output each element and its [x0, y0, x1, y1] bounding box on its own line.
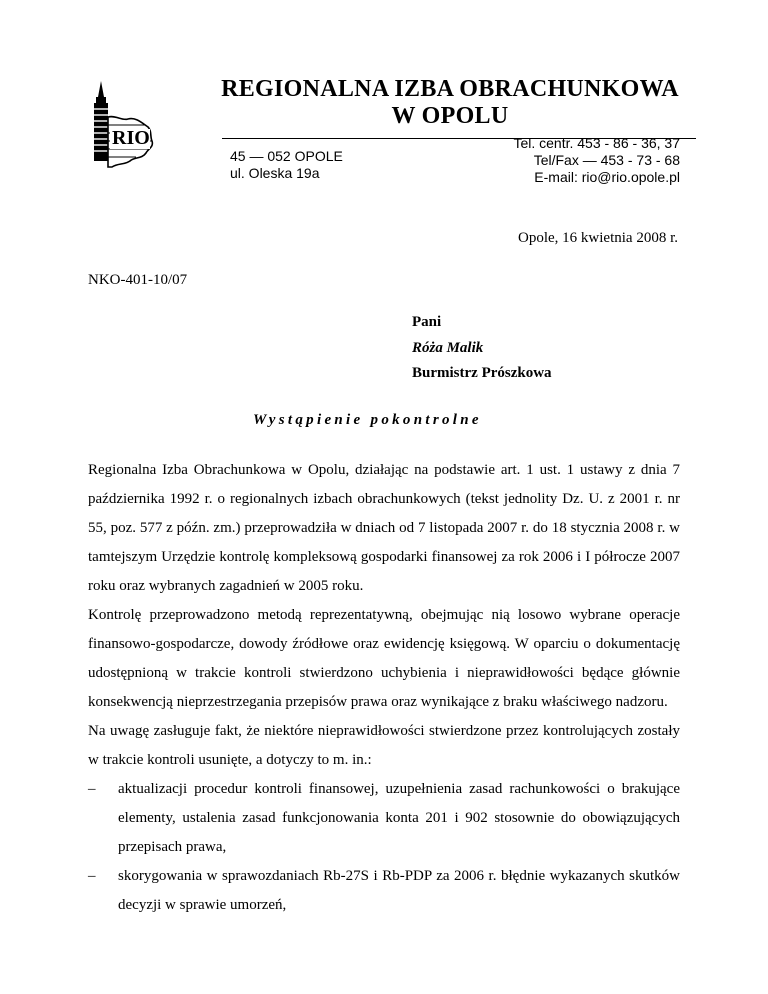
list-item [88, 775, 680, 862]
letter-date: Opole, 16 kwietnia 2008 r. [518, 230, 678, 246]
address-line-postcode: 45 — 052 OPOLE [230, 148, 343, 164]
contact-email[interactable]: E-mail: rio@rio.opole.pl [534, 169, 680, 185]
contact-fax: Tel/Fax — 453 - 73 - 68 [533, 152, 680, 168]
paragraph: Kontrolę przeprowadzono metodą reprezentatywną, obejmując nią losowo wybrane operacje finansowo-gospodarcze, dowody źródłowe oraz ewidencję księgową. W oparciu o dokumentację udostępnioną w trakcie kontroli stwierdzono uchybienia i nieprawidłowości będące głównie konsekwencją nieprzestrzegania przepisów prawa oraz wynikające z braku właściwego nadzoru. [88, 607, 680, 710]
rio-emblem-icon [86, 75, 166, 175]
rio-logo [86, 75, 166, 175]
bullet-dash: – [88, 868, 96, 884]
bullet-dash: – [88, 781, 96, 797]
recipient-name: Róża Malik [412, 340, 484, 356]
list-item [88, 862, 680, 920]
postal-address [230, 148, 343, 182]
recipient-salutation: Pani [412, 314, 442, 330]
recipient-title: Burmistrz Prószkowa [412, 365, 552, 381]
letter-body [88, 456, 680, 920]
reference-number: NKO-401-10/07 [88, 272, 188, 288]
organization-name: REGIONALNA IZBA OBRACHUNKOWA [221, 76, 679, 102]
findings-list [88, 775, 680, 920]
document-heading: Wystąpienie pokontrolne [253, 412, 482, 428]
paragraph: Na uwagę zasługuje fakt, że niektóre nieprawidłowości stwierdzone przez kontrolujących zostały w trakcie kontroli usunięte, a dotyczy to m. in.: [88, 723, 680, 768]
organization-city: W OPOLU [391, 103, 509, 129]
logo-text: RIO [112, 127, 150, 149]
contact-phone: Tel. centr. 453 - 86 - 36, 37 [513, 135, 680, 151]
contact-info [513, 135, 680, 186]
address-line-street: ul. Oleska 19a [230, 165, 320, 181]
paragraph: Regionalna Izba Obrachunkowa w Opolu, działając na podstawie art. 1 ust. 1 ustawy z dnia 7 października 1992 r. o regionalnych izbach obrachunkowych (tekst jednolity Dz. U. z 2001 r. nr 55, poz. 577 z późn. zm.) przeprowadziła w dniach od 7 listopada 2007 r. do 18 stycznia 2008 r. w tamtejszym Urzędzie kontrolę kompleksową gospodarki finansowej za rok 2006 i I półrocze 2007 roku oraz wybranych zagadnień w 2005 roku. [88, 462, 680, 594]
list-item-text: aktualizacji procedur kontroli finansowej, uzupełnienia zasad rachunkowości o brakujące elementy, ustalenia zasad funkcjonowania konta 201 i 902 stosownie do obowiązujących przepisach prawa, [118, 781, 680, 855]
list-item-text: skorygowania w sprawozdaniach Rb-27S i Rb-PDP za 2006 r. błędnie wykazanych skutków decyzji w sprawie umorzeń, [118, 868, 680, 913]
